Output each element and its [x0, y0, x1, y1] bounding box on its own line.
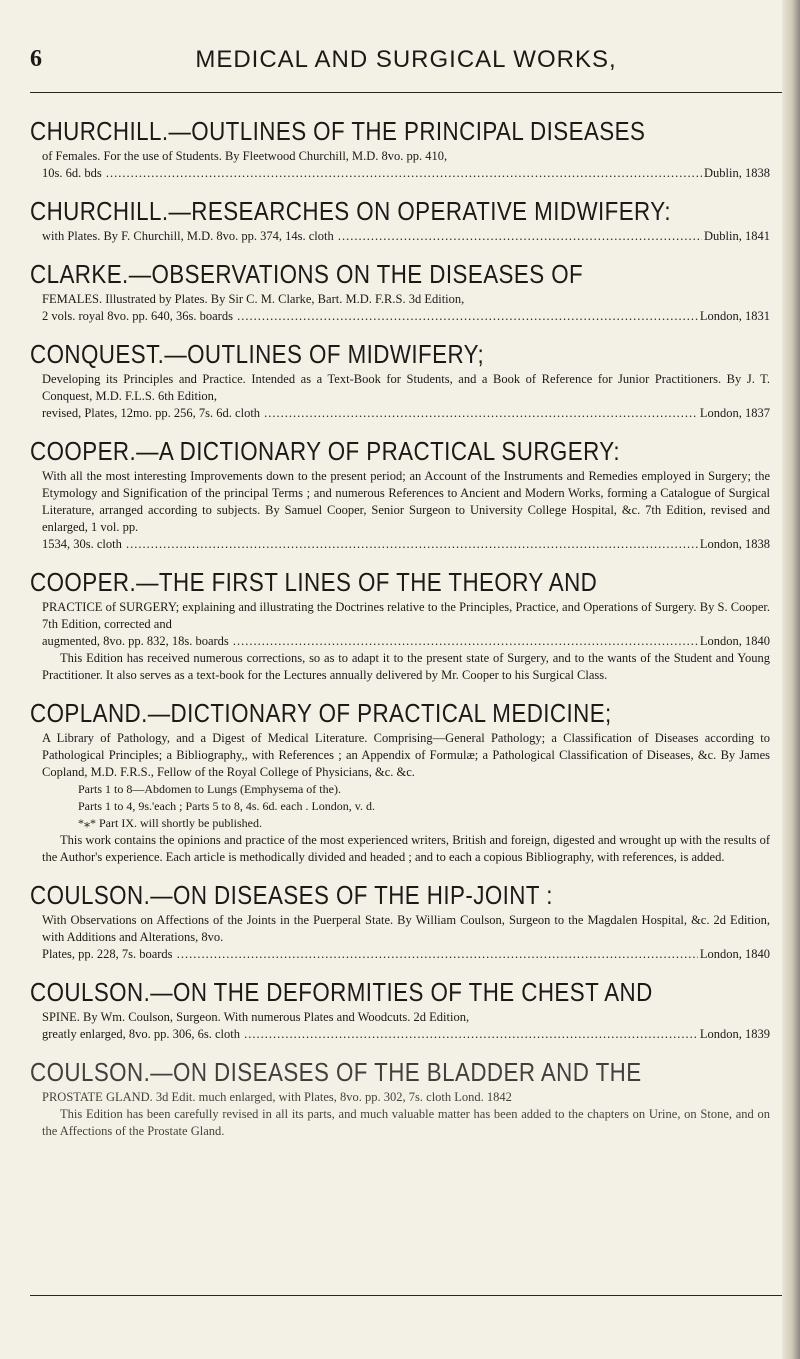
running-title: MEDICAL AND SURGICAL WORKS, — [195, 46, 617, 73]
catalogue-entries — [30, 116, 782, 1154]
catalogue-entry — [30, 259, 782, 325]
entry-heading: CHURCHILL.—OUTLINES OF THE PRINCIPAL DISEASES — [30, 116, 646, 146]
entry-imprint: greatly enlarged, 8vo. pp. 306, 6s. cloth ..... — [42, 1026, 698, 1043]
entry-description: PROSTATE GLAND. 3d Edit. much enlarged, with Plates, 8vo. pp. 302, 7s. cloth Lond. 1842 — [42, 1090, 512, 1104]
entry-heading: CLARKE.—OBSERVATIONS ON THE DISEASES OF — [30, 259, 584, 289]
entry-imprint: with Plates. By F. Churchill, M.D. 8vo. pp. 374, 14s. cloth ..... — [42, 228, 702, 245]
entry-imprint-line — [30, 536, 782, 553]
entry-note: This Edition has received numerous corrections, so as to adapt it to the present state of Surgery, and to the wants of the Student and Young Practitioner. It also serves as a text-book for the Lectures annually delivered by Mr. Cooper to his Surgical Class. — [42, 651, 770, 682]
entry-imprint: 1534, 30s. cloth ..... — [42, 536, 698, 553]
footer-rule — [30, 1295, 782, 1296]
entry-heading: COOPER.—A DICTIONARY OF PRACTICAL SURGERY: — [30, 436, 621, 466]
entry-description: With all the most interesting Improvements down to the present period; an Account of the Instruments and Remedies employed in Surgery; the Etymology and Signification of the principal Terms ; and numerous References to Ancient and Modern Works, forming a Catalogue of Surgical Literature, arranged according to subjects. By Samuel Cooper, Senior Surgeon to University College Hospital, &c. 7th Edition, revised and enlarged, 1 vol. pp. — [42, 469, 770, 534]
entry-heading: COULSON.—ON DISEASES OF THE BLADDER AND THE — [30, 1057, 642, 1087]
entry-description: SPINE. By Wm. Coulson, Surgeon. With numerous Plates and Woodcuts. 2d Edition, — [42, 1010, 470, 1024]
entry-place: London, 1837 — [699, 406, 770, 420]
entry-imprint: 10s. 6d. bds ..... — [42, 165, 702, 182]
catalogue-entry — [30, 116, 782, 182]
catalogue-entry — [30, 196, 782, 245]
catalogue-entry — [30, 698, 782, 866]
header-rule — [30, 92, 782, 93]
entry-imprint-line — [30, 228, 782, 245]
entry-imprint-line — [30, 946, 782, 963]
entry-place: Dublin, 1838 — [704, 166, 770, 180]
catalogue-entry — [30, 880, 782, 963]
entry-place: London, 1840 — [699, 634, 770, 648]
entry-note: This Edition has been carefully revised in all its parts, and much valuable matter has been added to the chapters on Urine, on Stone, and on the Affections of the Prostate Gland. — [42, 1107, 770, 1138]
entry-heading: COOPER.—THE FIRST LINES OF THE THEORY AND — [30, 567, 598, 597]
entry-parts-line: *⁎* Part IX. will shortly be published. — [78, 816, 262, 830]
entry-parts-line: Parts 1 to 4, 9s.'each ; Parts 5 to 8, 4s. 6d. each . London, v. d. — [78, 799, 376, 813]
entry-description: A Library of Pathology, and a Digest of Medical Literature. Comprising—General Pathology; a Classification of Diseases according to Pathological Principles; a Bibliography,, with References ; an Appendix of Formulæ; a Pathological Classification of Diseases, &c. By James Copland, M.D. F.R.S., Fellow of the Royal College of Physicians, &c. &c. — [42, 731, 770, 779]
entry-imprint: augmented, 8vo. pp. 832, 18s. boards ..... — [42, 633, 698, 650]
entry-imprint-line — [30, 1026, 782, 1043]
book-page — [30, 40, 782, 1138]
entry-heading: COULSON.—ON DISEASES OF THE HIP-JOINT : — [30, 880, 553, 910]
entry-parts-line: Parts 1 to 8—Abdomen to Lungs (Emphysema of the). — [78, 782, 341, 796]
catalogue-entry — [30, 567, 782, 684]
entry-note: This work contains the opinions and practice of the most experienced writers, British and foreign, digested and wrought up with the results of the Author's experience. Each article is methodically divided and headed ; and to each a copious Bibliography, with references, is added. — [42, 833, 770, 864]
entry-imprint-line — [30, 165, 782, 182]
entry-description: Developing its Principles and Practice. Intended as a Text-Book for Students, and a Book of Reference for Junior Practitioners. By J. T. Conquest, M.D. F.L.S. 6th Edition, — [42, 372, 770, 403]
page-number: 6 — [30, 46, 43, 72]
catalogue-entry — [30, 1057, 782, 1140]
entry-heading: COULSON.—ON THE DEFORMITIES OF THE CHEST AND — [30, 977, 653, 1007]
entry-heading: CHURCHILL.—RESEARCHES ON OPERATIVE MIDWIFERY: — [30, 196, 671, 226]
scan-page-edge — [782, 0, 800, 1359]
entry-place: London, 1838 — [699, 537, 770, 551]
entry-heading: COPLAND.—DICTIONARY OF PRACTICAL MEDICINE; — [30, 698, 612, 728]
entry-place: London, 1831 — [699, 309, 770, 323]
catalogue-entry — [30, 436, 782, 553]
entry-description: With Observations on Affections of the Joints in the Puerperal State. By William Coulson, Surgeon to the Magdalen Hospital, &c. 2d Edition, with Additions and Alterations, 8vo. — [42, 913, 770, 944]
catalogue-entry — [30, 977, 782, 1043]
entry-imprint: Plates, pp. 228, 7s. boards ..... — [42, 946, 698, 963]
entry-imprint: 2 vols. royal 8vo. pp. 640, 36s. boards ..... — [42, 308, 698, 325]
catalogue-entry — [30, 339, 782, 422]
entry-description: of Females. For the use of Students. By Fleetwood Churchill, M.D. 8vo. pp. 410, — [42, 149, 448, 163]
entry-place: London, 1839 — [699, 1027, 770, 1041]
entry-description: FEMALES. Illustrated by Plates. By Sir C. M. Clarke, Bart. M.D. F.R.S. 3d Edition, — [42, 292, 465, 306]
entry-heading: CONQUEST.—OUTLINES OF MIDWIFERY; — [30, 339, 485, 369]
entry-description: PRACTICE of SURGERY; explaining and illustrating the Doctrines relative to the Principles, Practice, and Operations of Surgery. By S. Cooper. 7th Edition, corrected and — [42, 600, 770, 631]
entry-place: Dublin, 1841 — [704, 229, 770, 243]
running-head — [30, 40, 782, 100]
entry-imprint-line — [30, 633, 782, 650]
entry-place: London, 1840 — [699, 947, 770, 961]
entry-imprint: revised, Plates, 12mo. pp. 256, 7s. 6d. cloth ..... — [42, 405, 698, 422]
entry-imprint-line — [30, 308, 782, 325]
entry-imprint-line — [30, 405, 782, 422]
